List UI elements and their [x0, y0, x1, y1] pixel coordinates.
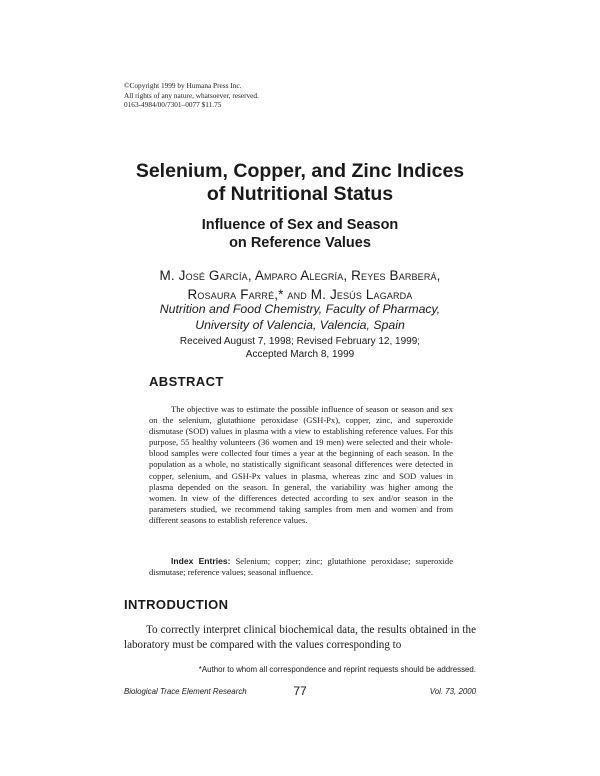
subtitle-line-2: on Reference Values: [229, 235, 371, 251]
introduction-text: To correctly interpret clinical biochemical data, the results obtained in the laboratory must be compared with the values corresponding to: [124, 624, 476, 651]
abstract-text: The objective was to estimate the possible influence of season or season and sex on the selenium, glutathione peroxidase (GSH-Px), copper, zinc, and superoxide dismutase (SOD) values in plasma with a view to establishing reference values. For this purpose, 55 healthy volunteers (36 women and 19 men) were selected and their whole-blood samples were collected four times a year at the beginning of each season. In the population as a whole, no statistically significant seasonal differences were detected in copper, selenium, and GSH-Px values in plasma, whereas zinc and SOD values in plasma depended on the season. In general, the variability was higher among the women. In view of the differences detected according to sex and/or season in the parameters studied, we recommend taking samples from men and women and from different seasons to establish reference values.: [149, 404, 453, 525]
index-entries: [149, 556, 453, 578]
title-line-2: of Nutritional Status: [206, 183, 394, 205]
dates-line-1: Received August 7, 1998; Revised February 12, 1999;: [179, 336, 421, 347]
dates-line-2: Accepted March 8, 1999: [245, 349, 355, 360]
subtitle-line-1: Influence of Sex and Season: [201, 217, 399, 233]
rights-line: All rights of any nature, whatsoever, reserved.: [124, 90, 259, 100]
index-entries-text: Selenium; copper; zinc; glutathione peroxidase; superoxide dismutase; reference values; seasonal influence.: [149, 556, 453, 578]
paper-title: [0, 160, 600, 206]
title-line-1: Selenium, Copper, and Zinc Indices: [135, 160, 465, 182]
submission-dates: [0, 335, 600, 361]
author-list: [0, 266, 600, 304]
affiliation-line-2: University of Valencia, Valencia, Spain: [195, 317, 405, 332]
footer-page-number: 77: [293, 684, 307, 698]
footer-journal: Biological Trace Element Research: [124, 687, 247, 696]
authors-line-1: M. José García, Amparo Alegría, Reyes Barberá,: [159, 268, 441, 283]
affiliation-line-1: Nutrition and Food Chemistry, Faculty of Pharmacy,: [159, 302, 441, 316]
index-entries-label: Index Entries:: [171, 556, 231, 566]
issn-line: 0163-4984/00/7301–0077 $11.75: [124, 100, 222, 110]
copyright-notice: [124, 81, 259, 110]
introduction-heading: INTRODUCTION: [124, 597, 229, 612]
footer-volume: Vol. 73, 2000: [429, 687, 476, 696]
corresponding-author-footnote: *Author to whom all correspondence and reprint requests should be addressed.: [198, 665, 476, 674]
paper-subtitle: [0, 216, 600, 252]
abstract-heading: ABSTRACT: [149, 374, 224, 389]
affiliation: [0, 302, 600, 333]
abstract-body: [149, 404, 453, 526]
authors-line-2: Rosaura Farré,* and M. Jesús Lagarda: [187, 287, 413, 302]
copyright-line: ©Copyright 1999 by Humana Press Inc.: [124, 81, 242, 90]
